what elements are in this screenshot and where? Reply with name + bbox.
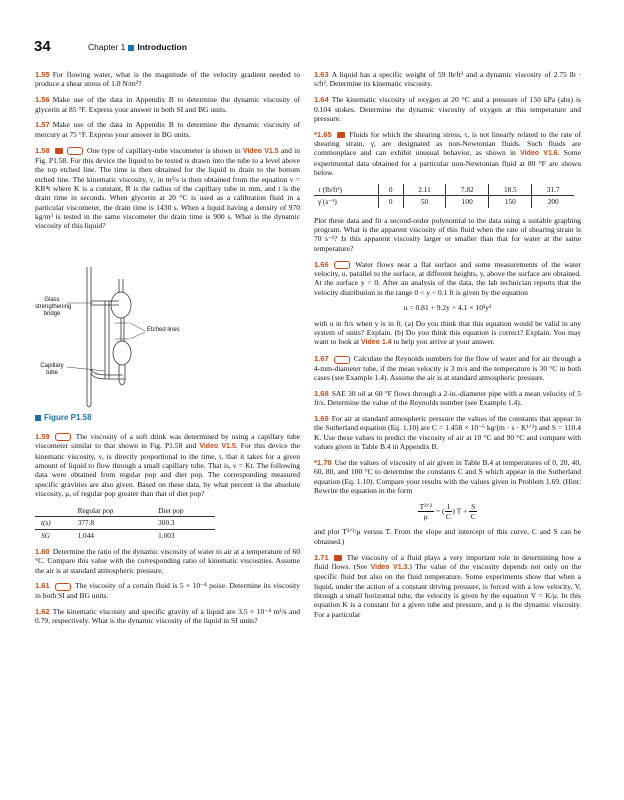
problem-1-57 bbox=[35, 120, 300, 139]
problem-number: 1.67 bbox=[314, 354, 329, 364]
table-cell: 50 bbox=[403, 196, 446, 208]
problem-text: The kinematic viscosity and specific gravity of a liquid are 3.5 × 10⁻⁴ m²/s and 0.79, respectively. What is the dynamic viscosity of the liquid in SI units? bbox=[35, 606, 300, 625]
numerator: T³ᐟ² bbox=[419, 501, 432, 511]
table-cell: 377.8 bbox=[77, 518, 94, 528]
problem-number: 1.66 bbox=[314, 259, 329, 269]
chapter-heading bbox=[88, 42, 187, 52]
problem-text: A liquid has a specific weight of 59 lb/ft³ and a dynamic viscosity of 2.75 lb · s/ft². Determine its kinematic viscosity. bbox=[314, 70, 581, 89]
problem-text: Make use of the data in Appendix B to determine the dynamic viscosity of glycerin at 85 °F. Express your answer in both SI and BG units. bbox=[35, 95, 300, 114]
soft-drink-table bbox=[35, 505, 215, 541]
right-column bbox=[314, 70, 581, 626]
problem-number: 1.55 bbox=[35, 70, 50, 79]
table-cell: 1.044 bbox=[77, 530, 94, 540]
video-play-icon bbox=[334, 555, 342, 561]
velocity-equation: u = 0.81 + 9.2y + 4.1 × 10³y³ bbox=[403, 303, 492, 313]
problem-text: The viscosity of a fluid plays a very important role in determining how a fluid flows. (See bbox=[314, 552, 581, 571]
problem-1-66-continued bbox=[314, 319, 581, 348]
page-number: 34 bbox=[34, 38, 51, 55]
chapter-label: Chapter 1 bbox=[88, 42, 126, 52]
fraction bbox=[469, 502, 477, 522]
video-link[interactable]: Video V1.5 bbox=[242, 147, 279, 155]
label-etched-lines: Etched lines bbox=[147, 326, 180, 333]
problem-number: 1.58 bbox=[35, 145, 50, 155]
video-link[interactable]: Video 1.4 bbox=[360, 339, 392, 347]
table-cell: 1.003 bbox=[158, 530, 175, 540]
video-play-icon bbox=[55, 148, 63, 154]
equation-term: T + bbox=[456, 506, 468, 516]
problem-1-65-continued: Plot these data and fit a second-order polynomial to the data using a suitable graphing program. What is the apparent viscosity of this fluid when the rate of shearing strain is 70 s⁻¹? Is this apparent viscosity larger or smaller than that for water at the same temperature? bbox=[314, 215, 581, 253]
table-cell: 0 bbox=[378, 184, 403, 196]
table-cell: τ (lb/ft²) bbox=[314, 184, 378, 196]
denominator: C bbox=[470, 512, 476, 522]
problem-text: . For this device the kinematic viscosity, ν, is directly proportional to the time, t, that it takes for a given amount of liquid to flow through a small capillary tube. That is, ν = Kt. The following data were obtained from regular pop and diet pop. The corresponding measured specific gravities are also given. Based on these data, by what percent is the absolute viscosity, μ, of regular pop greater than that of diet pop? bbox=[35, 441, 301, 499]
table-header: Regular pop bbox=[77, 505, 114, 515]
problem-1-67 bbox=[314, 354, 581, 382]
problem-number: 1.64 bbox=[314, 95, 329, 105]
problem-1-59 bbox=[35, 432, 300, 498]
video-link[interactable]: Video V1.6 bbox=[520, 150, 558, 158]
problem-text: Calculate the Reynolds numbers for the flow of water and for air through a 4-mm-diameter tube, if the mean velocity is 3 m/s and the temperature is 30 °C in both cases (see Example 1.4). Assume the air is at standard atmospheric pressure. bbox=[314, 354, 581, 382]
table-cell: 150 bbox=[489, 196, 532, 208]
table-header-row bbox=[35, 505, 215, 517]
problem-1-66 bbox=[314, 260, 581, 297]
problem-number: 1.63 bbox=[314, 70, 329, 79]
problem-1-62 bbox=[35, 607, 300, 626]
table-row bbox=[35, 517, 215, 529]
figure-caption-text: Figure P1.58 bbox=[44, 412, 92, 422]
problem-text: to help you arrive at your answer. bbox=[393, 337, 495, 347]
problem-1-60 bbox=[35, 547, 300, 575]
problem-number: 1.60 bbox=[35, 546, 50, 556]
problem-text: For flowing water, what is the magnitude of the velocity gradient needed to produce a shear stress of 1.0 N/m²? bbox=[35, 70, 300, 89]
square-bullet-icon bbox=[35, 415, 41, 421]
problem-text: .) The value of the viscosity depends not only on the specific fluid but also on the fluid temperature. Some experiments show that when a liquid, under the action of a constant driving pressure, is forced with a low velocity, V, through a small horizontal tube, the velocity is given by the equation V = K/μ. In this equation K is a constant for a given tube and pressure, and μ is the dynamic viscosity. For a particular bbox=[314, 561, 581, 619]
table-cell: 18.5 bbox=[489, 184, 532, 196]
problem-number: 1.62 bbox=[35, 606, 50, 616]
problem-text: with u in ft/s when y is in ft. (a) Do you think that this equation would be valid in any system of units? Explain. (b) Do you think this equation is correct? Explain. You may want to look at bbox=[314, 318, 581, 347]
video-play-icon bbox=[337, 132, 345, 138]
problem-text: Fluids for which the shearing stress, τ, is not linearly related to the rate of shearing strain, γ̇, are designated as non-Newtonian fluids. Such fluids are commonplace and can exhibit unusual behavior, as shown in bbox=[314, 129, 582, 158]
table-row bbox=[35, 529, 215, 541]
problem-text: and in Fig. P1.58. For this device the liquid to be tested is drawn into the tube to a level above the top etched line. The time is then obtained for the liquid to drain to the bottom etched line. The kinematic viscosity, ν, in m²/s is then obtained from the equation ν = KR⁴t where K is a constant, R is the radius of the capillary tube in mm, and t is the drain time in seconds. When glycerin at 20 °C is used as a calibration fluid in a particular viscometer, the drain time is 1430 s. When a liquid having a density of 970 kg/m³ is tested in the same viscometer the drain time is 900 s. What is the dynamic viscosity of this liquid? bbox=[35, 145, 301, 231]
table-cell: 2.11 bbox=[403, 184, 446, 196]
video-link[interactable]: Video V1.3 bbox=[370, 563, 408, 571]
wileyplus-icon bbox=[334, 261, 350, 269]
problem-1-69 bbox=[314, 414, 581, 451]
problem-number: 1.69 bbox=[314, 413, 329, 423]
table-cell: t(s) bbox=[41, 518, 51, 528]
video-link[interactable]: Video V1.5 bbox=[199, 443, 236, 451]
wileyplus-icon bbox=[67, 147, 83, 155]
left-column bbox=[35, 70, 300, 632]
table-cell: 31.7 bbox=[532, 184, 574, 196]
wileyplus-icon bbox=[55, 583, 71, 591]
label-line: Glass bbox=[44, 296, 60, 303]
non-newtonian-table bbox=[314, 184, 574, 208]
table-cell: 0 bbox=[378, 196, 403, 208]
denominator: C bbox=[445, 512, 451, 522]
sutherland-equation: $\frac{\text{T³ᐟ²}}{\mu}$ = ( $\frac{1}{C}$ ) T + $\frac{S}{C}$ bbox=[419, 501, 476, 522]
table-cell: 7.82 bbox=[446, 184, 489, 196]
problem-text: The viscosity of a certain fluid is 5 × 10⁻⁴ poise. Determine its viscosity in both SI and BG units. bbox=[35, 581, 300, 600]
problem-text: Determine the ratio of the dynamic viscosity of water to air at a temperature of 60 °C. Compare this value with the corresponding ratio of kinematic viscosities. Assume the air is at standard atmospheric pressure. bbox=[35, 546, 300, 575]
table-cell: 300.3 bbox=[158, 518, 175, 528]
problem-text: Make use of the data in Appendix B to determine the dynamic viscosity of mercury at 75 °F. Express your answer in BG units. bbox=[35, 120, 300, 139]
figure-caption bbox=[35, 413, 300, 422]
problem-number: 1.68 bbox=[314, 388, 329, 398]
problem-1-55 bbox=[35, 70, 300, 89]
problem-1-71 bbox=[314, 553, 581, 619]
problem-1-70-continued: and plot T³ᐟ²/μ versus T. From the slope and intercept of this curve, C and S can be obtained.) bbox=[314, 527, 581, 546]
problem-1-64 bbox=[314, 95, 581, 123]
numerator: S bbox=[471, 501, 476, 511]
wileyplus-icon bbox=[55, 433, 71, 441]
chapter-title: Introduction bbox=[137, 42, 187, 52]
label-line: Capillary bbox=[40, 362, 64, 369]
problem-1-58 bbox=[35, 146, 300, 231]
problem-1-61 bbox=[35, 581, 300, 600]
problem-number: 1.59 bbox=[35, 432, 50, 441]
problem-1-68 bbox=[314, 389, 581, 408]
table-cell: SG bbox=[41, 530, 50, 540]
problem-text: . Some experimental data obtained for a particular non-Newtonian fluid at 80 °F are shown below. bbox=[314, 148, 581, 178]
problem-number: 1.57 bbox=[35, 120, 50, 130]
label-capillary-tube bbox=[35, 363, 69, 377]
table-cell: 100 bbox=[446, 196, 489, 208]
problem-number: 1.71 bbox=[314, 552, 329, 562]
fraction bbox=[418, 502, 434, 522]
problem-1-63 bbox=[314, 70, 581, 89]
problem-number: *1.65 bbox=[314, 129, 332, 139]
table-header bbox=[35, 505, 72, 517]
problem-text: Use the values of viscosity of air given in Table B.4 at temperatures of 0, 20, 40, 60, 80, and 100 °C to determine the constants C and S which appear in the Sutherland equation (Eq. 1.10). Compare your results with the values given in Problem 1.69. (Hint: Rewrite the equation in the form bbox=[314, 457, 581, 495]
label-glass-bridge bbox=[35, 296, 72, 318]
problem-1-65 bbox=[314, 130, 581, 178]
denominator: μ bbox=[423, 512, 428, 522]
problem-number: *1.70 bbox=[314, 457, 332, 467]
table-row bbox=[314, 196, 574, 208]
table-header: Diet pop bbox=[158, 505, 184, 515]
fraction bbox=[445, 502, 453, 522]
label-line: tube bbox=[46, 369, 58, 376]
problem-text: Water flows near a flat surface and some measurements of the water velocity, u, parallel to the surface, at different heights, y, above the surface are obtained. At the surface y = 0. After an analysis of the data, the lab technician reports that the velocity distribution in the range 0 < y < 0.1 ft is given by the equation bbox=[314, 259, 581, 297]
page-header bbox=[34, 38, 590, 60]
wileyplus-icon bbox=[334, 356, 350, 364]
table-cell: γ̇ (s⁻¹) bbox=[318, 197, 337, 207]
viscometer-drawing bbox=[35, 239, 300, 409]
table-cell: 200 bbox=[532, 196, 574, 208]
problem-text: The viscosity of a soft drink was determined by using a capillary tube viscometer similar to that shown in Fig. P1.58 and bbox=[35, 432, 300, 451]
problem-1-56 bbox=[35, 95, 300, 114]
problem-text: One type of capillary-tube viscometer is shown in bbox=[87, 145, 241, 155]
label-line: bridge bbox=[43, 310, 61, 317]
problem-number: 1.61 bbox=[35, 581, 50, 591]
square-bullet-icon bbox=[128, 45, 134, 51]
label-line: strengthening bbox=[35, 303, 72, 310]
figure-p1-58 bbox=[35, 239, 300, 409]
equals-sign: = bbox=[435, 506, 441, 516]
problem-number: 1.56 bbox=[35, 95, 50, 105]
numerator: 1 bbox=[446, 501, 451, 511]
table-row bbox=[314, 184, 574, 196]
problem-text: For air at standard atmospheric pressure the values of the constants that appear in the Sutherland equation (Eq. 1.10) are C = 1.458 × 10⁻⁶ kg/(m · s · K¹ᐟ²) and S = 110.4 K. Use these values to predict the viscosity of air at 10 °C and 90 °C and compare with values given in Table B.4 in Appendix B. bbox=[314, 413, 581, 451]
problem-1-70 bbox=[314, 458, 581, 495]
problem-text: SAE 30 oil at 60 °F flows through a 2-in.-diameter pipe with a mean velocity of 5 ft/s. Determine the value of the Reynolds number (see Example 1.4). bbox=[314, 388, 581, 408]
problem-text: The kinematic viscosity of oxygen at 20 °C and a pressure of 150 kPa (abs) is 0.104 stokes. Determine the dynamic viscosity of oxygen at this temperature and pressure. bbox=[314, 95, 581, 123]
